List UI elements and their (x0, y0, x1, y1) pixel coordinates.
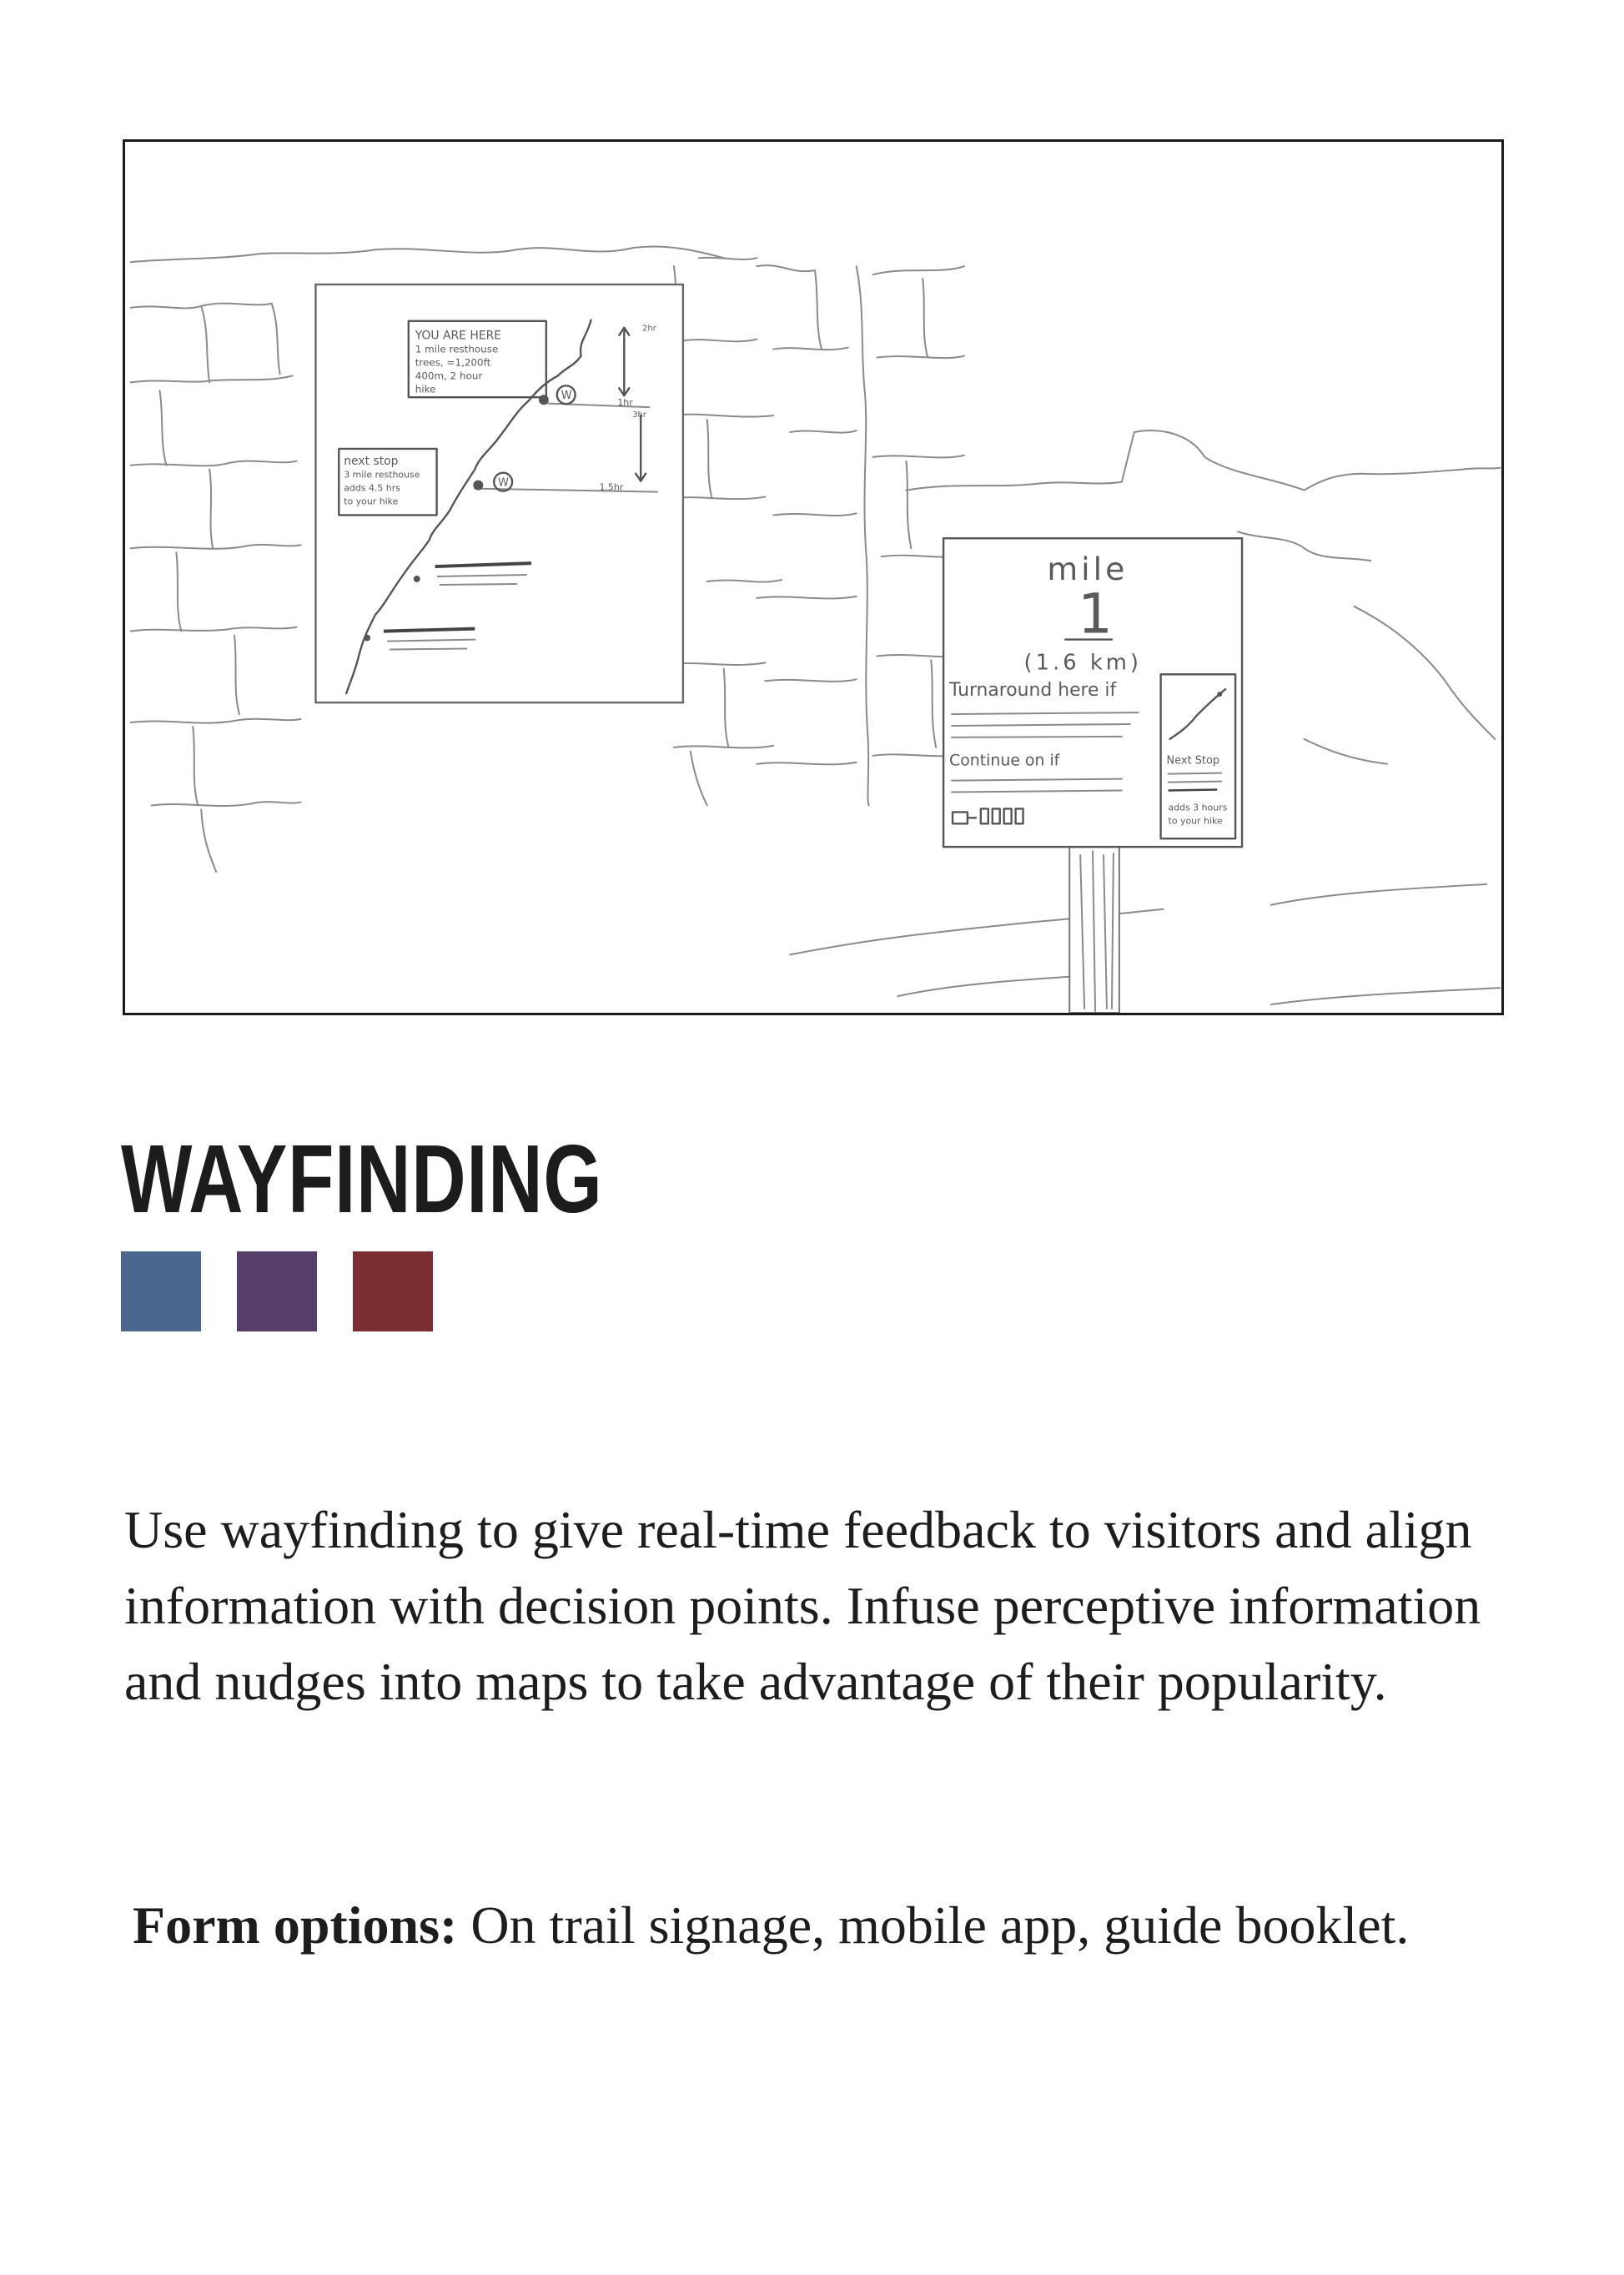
next-line-2: 3 mile resthouse (344, 469, 420, 481)
next-stop-text: Next Stop (1166, 754, 1220, 768)
form-options-text: On trail signage, mobile app, guide booklet. (457, 1895, 1410, 1955)
wayfinding-sketch (125, 142, 1501, 1013)
time-label-1-5hr: 1.5hr (599, 481, 624, 493)
form-options (133, 1887, 1551, 1963)
turnaround-text: Turnaround here if (949, 680, 1117, 702)
form-options-label: Form options: (133, 1895, 458, 1955)
color-swatches (121, 1251, 433, 1331)
next-line-1: next stop (344, 454, 399, 468)
adds-line-1: adds 3 hours (1168, 802, 1228, 813)
waypoint-marker-2: W (498, 476, 509, 490)
time-label-3hr: 3hr (632, 410, 646, 420)
swatch-red (353, 1251, 433, 1331)
adds-line-2: to your hike (1168, 815, 1223, 827)
description-text: Use wayfinding to give real-time feedback to visitors and align information with decision points. Infuse perceptive information and nudges into maps to take advantage of their popularity. (124, 1500, 1481, 1711)
mile-metric: (1.6 km) (1023, 650, 1143, 676)
mile-marker-sign (943, 538, 1242, 1013)
here-line-5: hike (415, 383, 436, 395)
here-line-2: 1 mile resthouse (415, 343, 499, 355)
swatch-purple (237, 1251, 317, 1331)
trail-map-sign (315, 284, 682, 702)
here-line-4: 400m, 2 hour (415, 370, 483, 382)
here-line-3: trees, =1,200ft (415, 356, 491, 369)
waypoint-marker-1: W (561, 390, 572, 403)
time-label-2hr: 2hr (642, 324, 656, 334)
page-title: WAYFINDING (121, 1125, 603, 1233)
time-label-1hr: 1hr (617, 397, 633, 409)
mile-number: 1 (1078, 582, 1113, 647)
next-line-3: adds 4.5 hrs (344, 482, 400, 494)
next-line-4: to your hike (344, 496, 399, 507)
illustration-frame (123, 139, 1504, 1015)
mile-heading: mile (1047, 550, 1129, 587)
swatch-blue (121, 1251, 201, 1331)
continue-text: Continue on if (949, 751, 1060, 770)
here-line-1: YOU ARE HERE (415, 329, 502, 343)
